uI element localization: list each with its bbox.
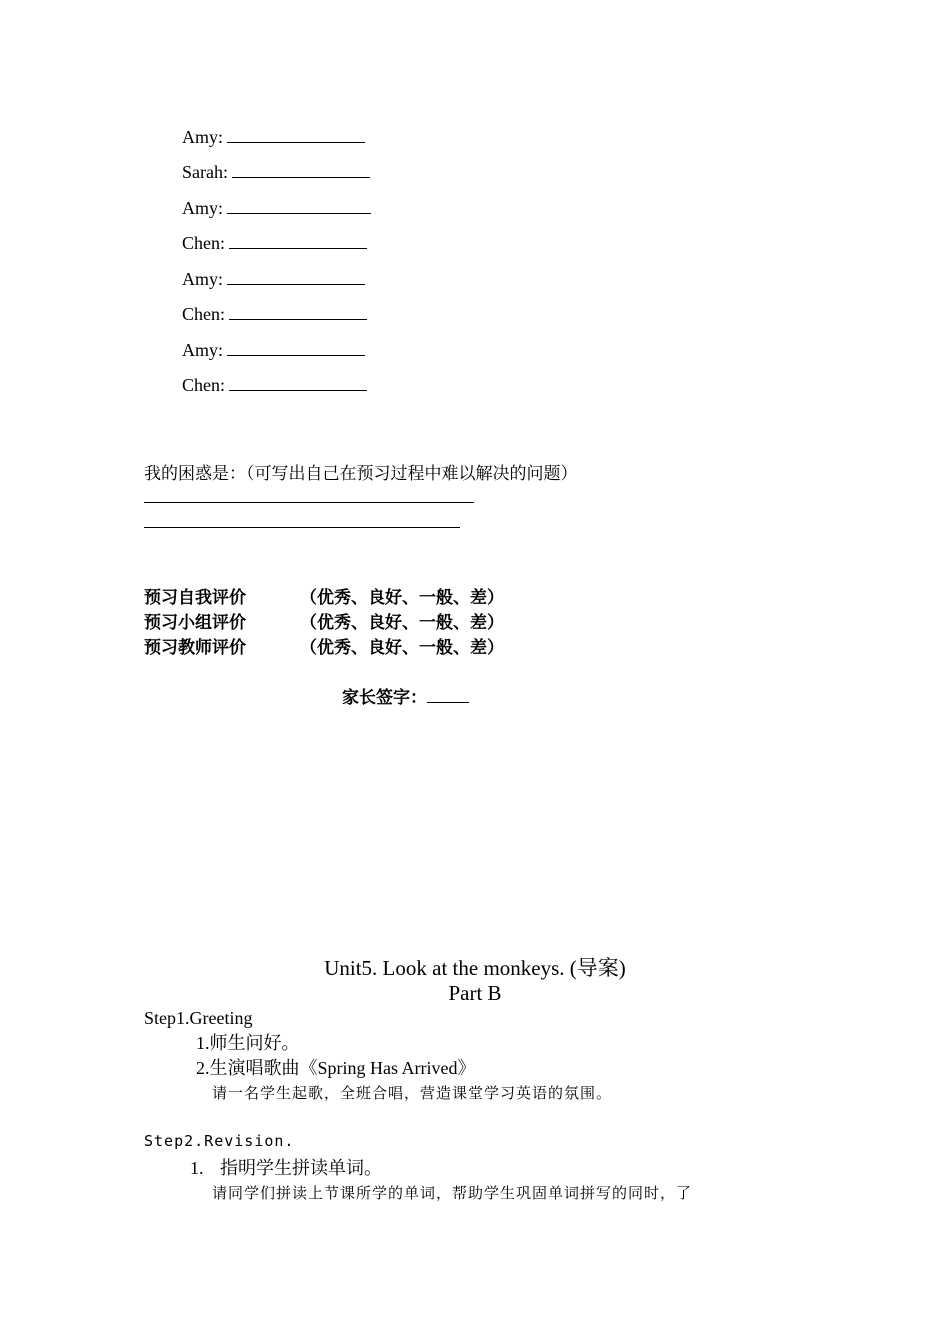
- step1-note: 请一名学生起歌，全班合唱，营造课堂学习英语的氛围。: [212, 1084, 613, 1102]
- signature-blank[interactable]: [427, 685, 469, 703]
- confusion-answer-line-1[interactable]: [144, 502, 474, 503]
- answer-blank[interactable]: [227, 126, 365, 143]
- speaker-label: Amy:: [182, 127, 224, 147]
- eval-label-group: 预习小组评价: [144, 613, 246, 633]
- parent-signature: [342, 683, 469, 708]
- eval-options-teacher: （优秀、良好、一般、差）: [300, 638, 504, 658]
- confusion-answer-line-2[interactable]: [144, 527, 460, 528]
- answer-blank[interactable]: [227, 339, 365, 356]
- speaker-label: Amy:: [182, 340, 224, 360]
- dialogue-line-8: [182, 374, 367, 396]
- dialogue-line-2: [182, 161, 370, 183]
- dialogue-line-5: [182, 268, 365, 290]
- eval-options-group: （优秀、良好、一般、差）: [300, 613, 504, 633]
- step1-heading: Step1.Greeting: [144, 1008, 253, 1028]
- answer-blank[interactable]: [232, 161, 370, 178]
- guide-title: Unit5. Look at the monkeys. (导案): [324, 956, 626, 980]
- speaker-label: Amy:: [182, 269, 224, 289]
- answer-blank[interactable]: [227, 197, 371, 214]
- confusion-prompt: 我的困惑是：（可写出自己在预习过程中难以解决的问题）: [144, 464, 578, 484]
- step2-note: 请同学们拼读上节课所学的单词，帮助学生巩固单词拼写的同时，了: [212, 1184, 693, 1202]
- answer-blank[interactable]: [229, 232, 367, 249]
- eval-options-self: （优秀、良好、一般、差）: [300, 588, 504, 608]
- answer-blank[interactable]: [229, 374, 367, 391]
- answer-blank[interactable]: [229, 303, 367, 320]
- speaker-label: Chen:: [182, 375, 225, 395]
- step1-item-2: 2.生演唱歌曲《Spring Has Arrived》: [196, 1058, 476, 1078]
- dialogue-line-4: [182, 232, 367, 254]
- dialogue-line-7: [182, 339, 365, 361]
- step2-item-1-text: 指明学生拼读单词。: [220, 1158, 382, 1178]
- speaker-label: Chen:: [182, 304, 225, 324]
- signature-label: 家长签字：: [342, 688, 427, 708]
- guide-subtitle: Part B: [448, 981, 502, 1005]
- dialogue-line-1: [182, 126, 365, 148]
- eval-label-self: 预习自我评价: [144, 588, 246, 608]
- step2-item-1: [190, 1157, 382, 1179]
- step2-heading: Step2.Revision.: [144, 1132, 295, 1150]
- eval-label-teacher: 预习教师评价: [144, 638, 246, 658]
- speaker-label: Sarah:: [182, 162, 228, 182]
- step1-item-1: 1.师生问好。: [196, 1033, 300, 1053]
- answer-blank[interactable]: [227, 268, 365, 285]
- speaker-label: Chen:: [182, 233, 225, 253]
- dialogue-line-3: [182, 197, 371, 219]
- dialogue-line-6: [182, 303, 367, 325]
- step2-item-1-number: 1.: [190, 1158, 204, 1178]
- speaker-label: Amy:: [182, 198, 224, 218]
